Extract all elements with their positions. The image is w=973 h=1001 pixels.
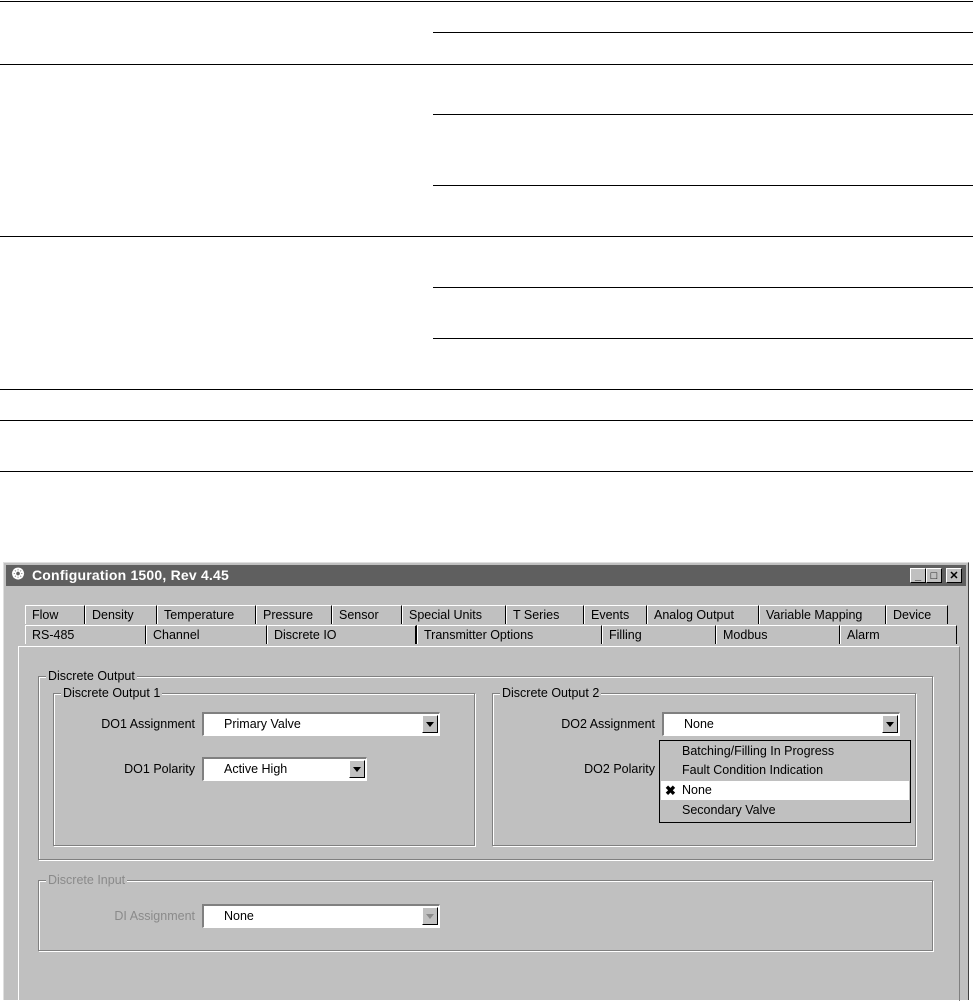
discrete-output-2-legend: Discrete Output 2 (502, 686, 600, 700)
tab-flow[interactable]: Flow (25, 605, 85, 624)
do1-assignment-label: DO1 Assignment (101, 717, 195, 731)
do1-polarity-label: DO1 Polarity (124, 762, 195, 776)
table-rule (433, 287, 973, 288)
close-button[interactable]: ✕ (946, 568, 962, 583)
chevron-down-icon[interactable] (422, 715, 438, 733)
tab-discrete-io[interactable]: Discrete IO (267, 625, 417, 644)
do2-assignment-label: DO2 Assignment (561, 717, 655, 731)
table-rule (0, 471, 973, 472)
chevron-down-icon[interactable] (349, 760, 365, 778)
tab-pressure[interactable]: Pressure (256, 605, 332, 624)
do1-polarity-value: Active High (224, 762, 288, 776)
tab-analog-output[interactable]: Analog Output (647, 605, 759, 624)
discrete-output-1-legend: Discrete Output 1 (63, 686, 161, 700)
check-x-icon: ✖ (665, 783, 676, 798)
tab-device[interactable]: Device (886, 605, 948, 624)
di-assignment-label: DI Assignment (114, 909, 195, 923)
table-rule (0, 1, 973, 2)
chevron-down-icon (422, 907, 438, 925)
dropdown-option[interactable]: Secondary Valve (682, 803, 776, 817)
tab-temperature[interactable]: Temperature (157, 605, 256, 624)
tab-density[interactable]: Density (85, 605, 157, 624)
tab-filling[interactable]: Filling (602, 625, 716, 644)
minimize-button[interactable]: _ (910, 568, 926, 583)
table-rule (0, 420, 973, 421)
di-assignment-value: None (224, 909, 254, 923)
tab-modbus[interactable]: Modbus (716, 625, 840, 644)
table-rule (433, 114, 973, 115)
tab-channel[interactable]: Channel (146, 625, 267, 644)
do2-assignment-value: None (684, 717, 714, 731)
table-rule (0, 389, 973, 390)
discrete-input-legend: Discrete Input (48, 873, 126, 887)
title-bar[interactable] (6, 565, 966, 586)
do1-polarity-select[interactable] (202, 757, 367, 781)
tab-rs-485[interactable]: RS-485 (25, 625, 146, 644)
app-gear-icon: ❂ (11, 566, 25, 583)
di-assignment-select[interactable] (202, 904, 440, 928)
tab-t-series[interactable]: T Series (506, 605, 584, 624)
tab-events[interactable]: Events (584, 605, 647, 624)
do1-assignment-value: Primary Valve (224, 717, 301, 731)
chevron-down-icon[interactable] (882, 715, 898, 733)
table-rule (0, 64, 973, 65)
table-rule (433, 185, 973, 186)
maximize-button[interactable]: □ (926, 568, 942, 583)
tab-special-units[interactable]: Special Units (402, 605, 506, 624)
do2-polarity-label: DO2 Polarity (584, 762, 655, 776)
window-title: Configuration 1500, Rev 4.45 (32, 567, 229, 583)
tab-sensor[interactable]: Sensor (332, 605, 402, 624)
tab-transmitter-options[interactable]: Transmitter Options (417, 625, 602, 644)
table-rule (433, 32, 973, 33)
do1-assignment-select[interactable] (202, 712, 440, 736)
tab-alarm[interactable]: Alarm (840, 625, 957, 644)
discrete-output-legend: Discrete Output (48, 669, 135, 683)
table-rule (0, 236, 973, 237)
dropdown-option[interactable]: Batching/Filling In Progress (682, 744, 835, 758)
do2-assignment-dropdown (659, 740, 911, 823)
tab-variable-mapping[interactable]: Variable Mapping (759, 605, 886, 624)
do2-assignment-select[interactable] (662, 712, 900, 736)
dropdown-option[interactable]: Fault Condition Indication (682, 763, 824, 777)
table-rule (433, 338, 973, 339)
dropdown-option-selected[interactable]: ✖ None (661, 781, 909, 800)
